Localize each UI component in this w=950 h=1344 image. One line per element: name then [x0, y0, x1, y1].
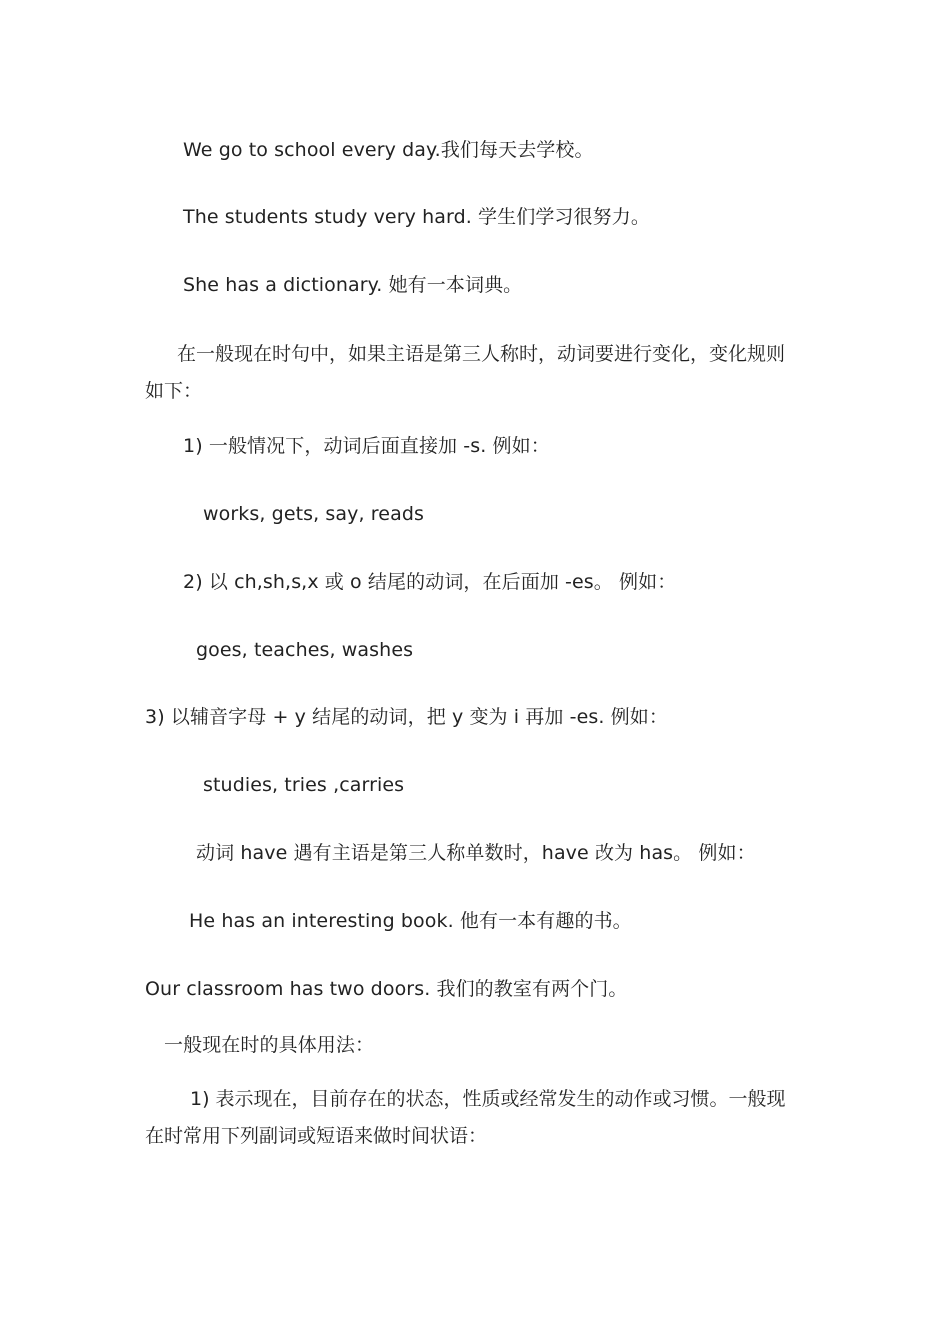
rule-2-examples: goes, teaches, washes — [196, 639, 414, 661]
usage-1-paragraph: 1) 表示现在，目前存在的状态，性质或经常发生的动作或习惯。一般现在时常用下列副词或短语来做时间状语： — [145, 1088, 786, 1147]
rule-1-examples: works, gets, say, reads — [203, 503, 424, 525]
rule-1: 1) 一般情况下，动词后面直接加 -s. 例如： — [183, 435, 550, 457]
rule-have-to-has: 动词 have 遇有主语是第三人称单数时，have 改为 has。 例如： — [196, 842, 756, 864]
rule-3-examples: studies, tries ,carries — [203, 774, 405, 796]
rule-3: 3) 以辅音字母 + y 结尾的动词，把 y 变为 i 再加 -es. 例如： — [145, 706, 668, 728]
rule-2: 2) 以 ch,sh,s,x 或 o 结尾的动词，在后面加 -es。 例如： — [183, 571, 677, 593]
example-sentence-he-has: He has an interesting book. 他有一本有趣的书。 — [189, 910, 632, 932]
rule-intro-paragraph: 在一般现在时句中，如果主语是第三人称时，动词要进行变化，变化规则如下： — [145, 343, 786, 402]
example-sentence-she-has: She has a dictionary. 她有一本词典。 — [183, 274, 523, 296]
example-sentence-students-study: The students study very hard. 学生们学习很努力。 — [183, 206, 650, 228]
usage-heading: 一般现在时的具体用法： — [164, 1034, 375, 1056]
example-sentence-classroom: Our classroom has two doors. 我们的教室有两个门。 — [145, 978, 628, 1000]
example-sentence-go-to-school: We go to school every day.我们每天去学校。 — [183, 139, 594, 161]
